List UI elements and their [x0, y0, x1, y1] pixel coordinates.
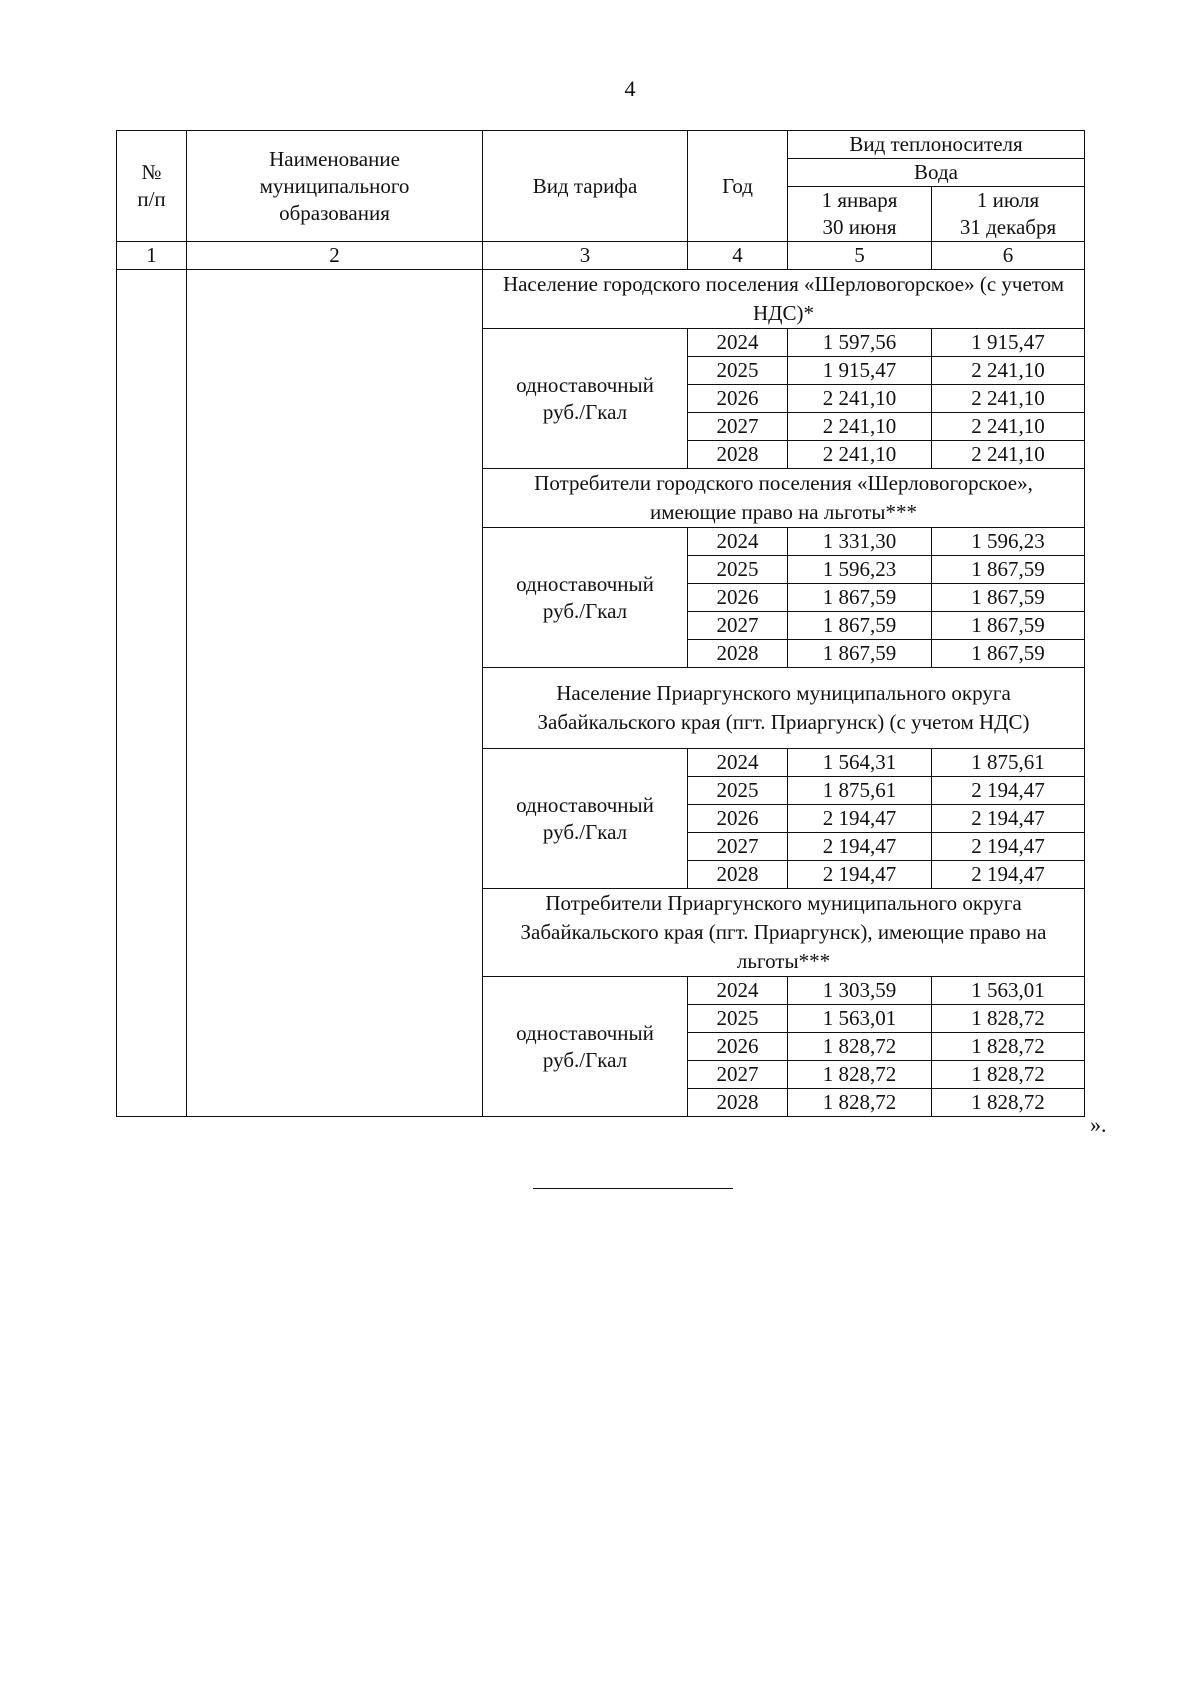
header-period-1: 1 января 30 июня [788, 187, 932, 242]
period-1-value: 1 867,59 [788, 584, 932, 612]
tariff-table [116, 130, 1085, 1117]
municipality-cell-empty [187, 270, 483, 1117]
period-2-value: 2 241,10 [932, 441, 1085, 469]
year-cell: 2028 [688, 1089, 788, 1117]
header-coolant-type: Вид теплоносителя [788, 131, 1085, 159]
period-1-value: 1 331,30 [788, 528, 932, 556]
column-number: 2 [187, 242, 483, 270]
year-cell: 2025 [688, 556, 788, 584]
header-municipality: Наименование муниципального образования [187, 131, 483, 242]
column-number: 5 [788, 242, 932, 270]
group-title: Потребители городского поселения «Шерловогорское», имеющие право на льготы*** [483, 469, 1085, 528]
year-cell: 2027 [688, 833, 788, 861]
year-cell: 2027 [688, 612, 788, 640]
period-1-value: 1 564,31 [788, 749, 932, 777]
divider-line [533, 1188, 733, 1189]
period-1-value: 1 915,47 [788, 357, 932, 385]
period-1-value: 1 303,59 [788, 977, 932, 1005]
period-2-value: 1 828,72 [932, 1061, 1085, 1089]
header-period-2: 1 июля 31 декабря [932, 187, 1085, 242]
closing-quote: ». [1090, 1112, 1107, 1137]
period-2-value: 2 241,10 [932, 357, 1085, 385]
year-cell: 2025 [688, 357, 788, 385]
period-1-value: 1 596,23 [788, 556, 932, 584]
year-cell: 2026 [688, 1033, 788, 1061]
period-1-value: 1 597,56 [788, 329, 932, 357]
period-1-value: 1 828,72 [788, 1033, 932, 1061]
tariff-type-cell: одноставочный руб./Гкал [483, 329, 688, 469]
period-2-value: 1 828,72 [932, 1033, 1085, 1061]
period-2-value: 1 867,59 [932, 584, 1085, 612]
year-cell: 2028 [688, 861, 788, 889]
period-2-value: 1 915,47 [932, 329, 1085, 357]
group-title: Потребители Приаргунского муниципального округа Забайкальского края (пгт. Приаргунск), имеющие право на льготы*** [483, 889, 1085, 977]
period-2-value: 2 241,10 [932, 385, 1085, 413]
period-1-value: 1 828,72 [788, 1061, 932, 1089]
header-tariff-type: Вид тарифа [483, 131, 688, 242]
period-2-value: 2 194,47 [932, 861, 1085, 889]
column-number: 3 [483, 242, 688, 270]
header-year: Год [688, 131, 788, 242]
header-water: Вода [788, 159, 1085, 187]
group-title: Население Приаргунского муниципального округа Забайкальского края (пгт. Приаргунск) (с учетом НДС) [483, 668, 1085, 749]
period-2-value: 2 194,47 [932, 833, 1085, 861]
period-2-value: 1 563,01 [932, 977, 1085, 1005]
period-2-value: 1 828,72 [932, 1005, 1085, 1033]
year-cell: 2027 [688, 413, 788, 441]
period-1-value: 1 875,61 [788, 777, 932, 805]
page-number: 4 [624, 76, 636, 101]
period-1-value: 1 563,01 [788, 1005, 932, 1033]
period-2-value: 1 867,59 [932, 612, 1085, 640]
period-2-value: 1 828,72 [932, 1089, 1085, 1117]
year-cell: 2026 [688, 385, 788, 413]
period-1-value: 2 194,47 [788, 861, 932, 889]
year-cell: 2024 [688, 528, 788, 556]
year-cell: 2028 [688, 441, 788, 469]
period-1-value: 1 828,72 [788, 1089, 932, 1117]
group-title: Население городского поселения «Шерловогорское» (с учетом НДС)* [483, 270, 1085, 329]
year-cell: 2026 [688, 805, 788, 833]
tariff-type-cell: одноставочный руб./Гкал [483, 749, 688, 889]
tariff-type-cell: одноставочный руб./Гкал [483, 528, 688, 668]
tariff-type-cell: одноставочный руб./Гкал [483, 977, 688, 1117]
period-2-value: 1 875,61 [932, 749, 1085, 777]
year-cell: 2027 [688, 1061, 788, 1089]
year-cell: 2024 [688, 329, 788, 357]
period-1-value: 2 194,47 [788, 833, 932, 861]
num-cell-empty [117, 270, 187, 1117]
column-number: 6 [932, 242, 1085, 270]
period-2-value: 1 596,23 [932, 528, 1085, 556]
period-1-value: 1 867,59 [788, 612, 932, 640]
period-2-value: 2 194,47 [932, 777, 1085, 805]
period-2-value: 2 241,10 [932, 413, 1085, 441]
year-cell: 2025 [688, 1005, 788, 1033]
year-cell: 2024 [688, 977, 788, 1005]
year-cell: 2024 [688, 749, 788, 777]
period-2-value: 1 867,59 [932, 556, 1085, 584]
column-number: 4 [688, 242, 788, 270]
column-numbers-row [117, 242, 1085, 270]
period-1-value: 2 241,10 [788, 385, 932, 413]
period-1-value: 2 241,10 [788, 413, 932, 441]
header-num: № п/п [117, 131, 187, 242]
period-2-value: 2 194,47 [932, 805, 1085, 833]
year-cell: 2028 [688, 640, 788, 668]
year-cell: 2026 [688, 584, 788, 612]
period-1-value: 1 867,59 [788, 640, 932, 668]
group-title-row [117, 270, 1085, 329]
period-2-value: 1 867,59 [932, 640, 1085, 668]
year-cell: 2025 [688, 777, 788, 805]
column-number: 1 [117, 242, 187, 270]
period-1-value: 2 194,47 [788, 805, 932, 833]
period-1-value: 2 241,10 [788, 441, 932, 469]
